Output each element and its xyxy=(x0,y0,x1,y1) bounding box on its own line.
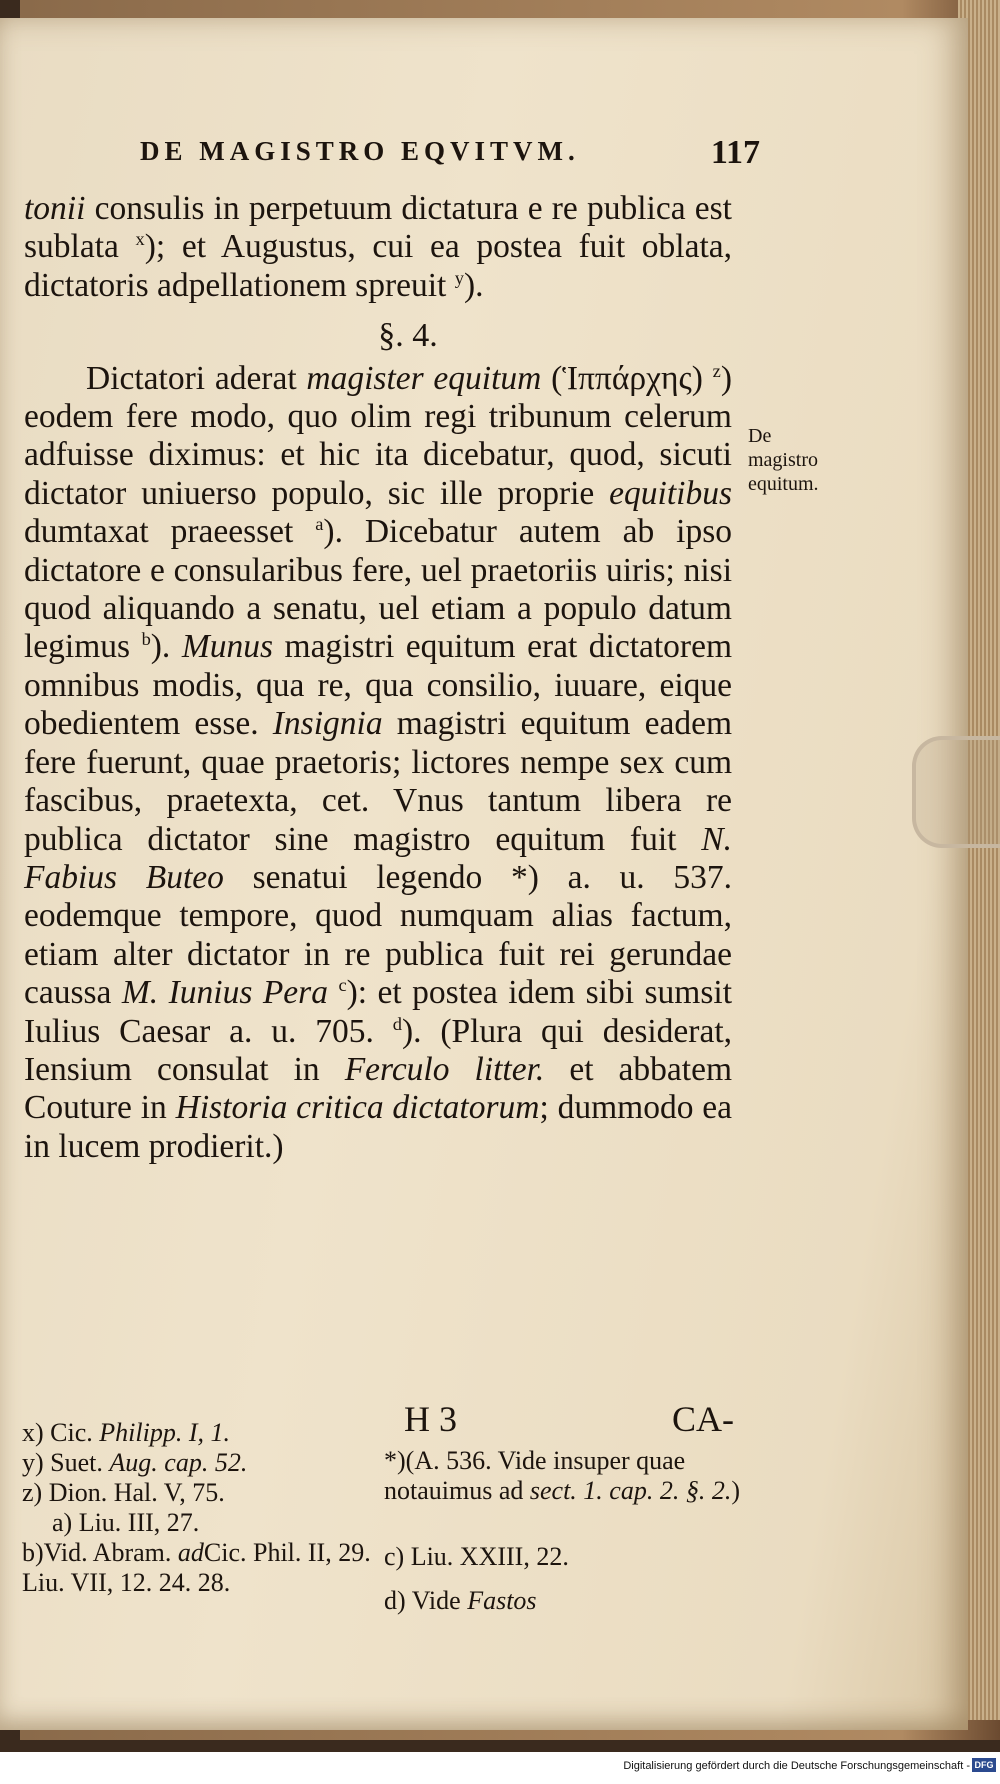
running-head xyxy=(140,136,760,176)
footnotes-right xyxy=(384,1446,744,1616)
footnotes-left xyxy=(22,1418,372,1598)
dfg-logo-icon: DFG xyxy=(972,1758,996,1772)
footnote-z: z) Dion. Hal. V, 75. xyxy=(22,1478,225,1507)
footer-credit: Digitalisierung gefördert durch die Deutsche Forschungsgemeinschaft - xyxy=(623,1760,970,1772)
footnote-c: c) Liu. XXIII, 22. xyxy=(384,1542,569,1571)
footnote-a: a) Liu. III, 27. xyxy=(52,1508,200,1537)
book-page xyxy=(0,18,968,1730)
section-heading: §. 4. xyxy=(378,317,438,355)
footnote-y: y) Suet. Aug. cap. 52. xyxy=(22,1448,248,1477)
page-number: 117 xyxy=(710,134,760,171)
footnote-d: d) Vide Fastos xyxy=(384,1586,537,1615)
digitization-footer xyxy=(0,1752,1000,1784)
catchword: CA- xyxy=(672,1399,734,1439)
footnote-x: x) Cic. Philipp. I, 1. xyxy=(22,1418,230,1447)
page-clip xyxy=(912,736,1000,848)
running-head-title: DE MAGISTRO EQVITVM. xyxy=(140,136,580,166)
marginal-note: De magistro equitum. xyxy=(748,425,819,495)
signature-mark: H 3 xyxy=(404,1399,457,1439)
footnote-star: *)(A. 536. Vide insuper quae notauimus ad sect. 1. cap. 2. §. 2.) xyxy=(384,1446,741,1505)
paragraph-magister-equitum: Dictatori aderat magister equitum (Ἱππάρχης) $^z$) eodem fere modo, quo olim regi tribunum celerum adfuisse diximus: et hic ita dicebatur, quod, sicuti dictator uniuerso populo, sic ille proprie equitibus dumtaxat praeesset $^a$). Dicebatur autem ab ipso dictatore e consularibus fere, uel praetoriis uiris; nisi quod aliquando a senatu, uel etiam a populo datum legimus $^b$). Munus magistri equitum erat dictatorem omnibus modis, qua re, qua consilio, iuuare, eique obedientem esse. Insignia magistri equitum eadem fere fuerunt, quae praetoris; lictores nempe sex cum fascibus, praetexta, cet. Vnus tantum libera re publica dictator sine magistro equitum fuit N. Fabius Buteo senatui legendo *) a. u. 537. eodemque tempore, quod numquam alias factum, etiam alter dictator in re publica fuit rei gerundae caussa M. Iunius Pera $^c$): et postea idem sibi sumsit Iulius Caesar a. u. 705. $^d$). (Plura qui desiderat, Iensium consulat in Ferculo litter. et abbatem Couture in Historia critica dictatorum; dummodo ea in lucem prodierit.) xyxy=(24,359,733,1165)
footnote-b: b)Vid. Abram. adCic. Phil. II, 29. Liu. VII, 12. 24. 28. xyxy=(22,1538,371,1597)
main-text xyxy=(24,190,732,1166)
signature-row xyxy=(404,1398,734,1448)
paragraph-continued: tonii consulis in perpetuum dictatura e re publica est sublata $^x$); et Augustus, cui ea postea fuit oblata, dictatoris adpellationem spreuit $^y$). xyxy=(24,190,733,304)
